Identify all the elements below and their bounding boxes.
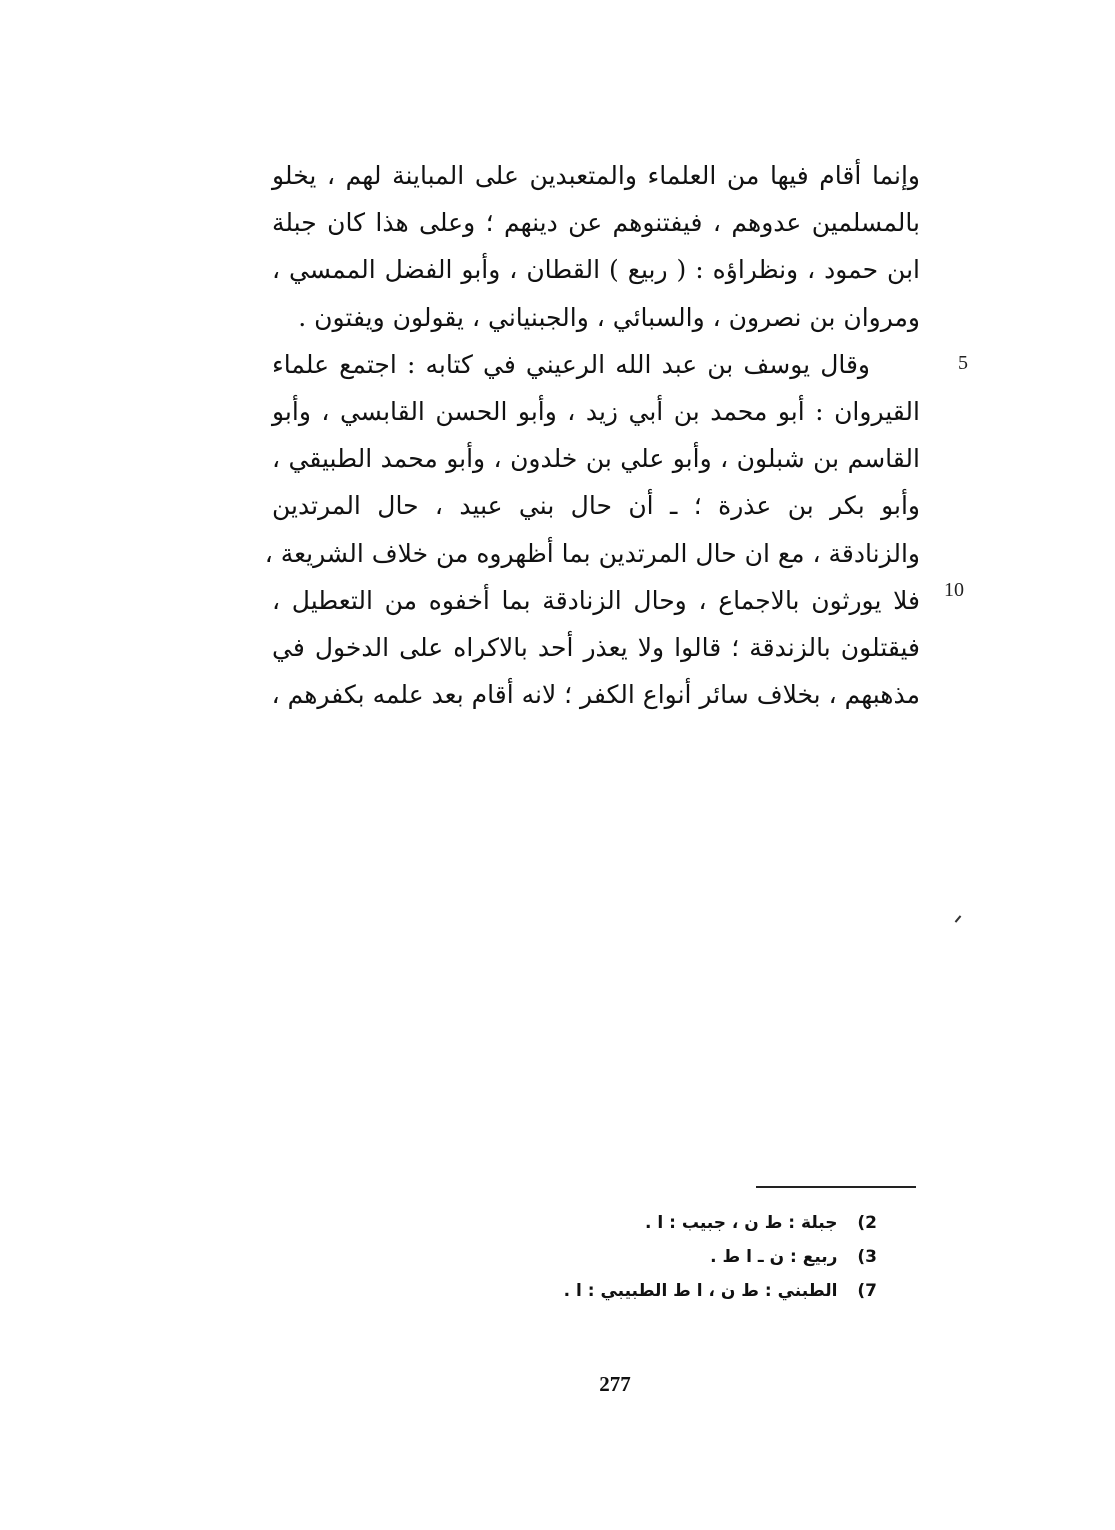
footnote-number: 2) bbox=[857, 1213, 877, 1233]
page-number: 277 bbox=[599, 1372, 631, 1396]
main-text-block bbox=[264, 152, 920, 718]
footnote-item bbox=[564, 1240, 877, 1274]
text-line-9: والزنادقة ، مع ان حال المرتدين بما أظهروه من خلاف الشريعة ، bbox=[264, 538, 920, 568]
footnote-text: الطبني : ط ن ، ا ط الطبيبي : ا . bbox=[563, 1281, 838, 1301]
text-line-11: فيقتلون بالزندقة ؛ قالوا ولا يعذر أحد بالاكراه على الدخول في bbox=[272, 632, 920, 662]
text-line-4: ومروان بن نصرون ، والسبائي ، والجبنياني ، يقولون ويفتون . bbox=[298, 302, 920, 332]
footnote-number: 7) bbox=[857, 1281, 877, 1301]
text-line-12: مذهبهم ، بخلاف سائر أنواع الكفر ؛ لانه أقام بعد علمه بكفرهم ، bbox=[271, 680, 920, 710]
text-line-1: وإنما أقام فيها من العلماء والمتعبدين على المباينة لهم ، يخلو bbox=[272, 161, 920, 190]
stray-ink-mark bbox=[955, 915, 962, 922]
footnote-text: ربيع : ن ـ ا ط . bbox=[710, 1247, 838, 1267]
footnote-text: جبلة : ط ن ، جبيب : ا . bbox=[645, 1213, 838, 1233]
text-line-6: القيروان : أبو محمد بن أبي زيد ، وأبو الحسن القابسي ، وأبو bbox=[272, 396, 920, 426]
footnote-number: 3) bbox=[857, 1247, 877, 1267]
line-number-5: 5 bbox=[958, 352, 968, 374]
text-line-10: فلا يورثون بالاجماع ، وحال الزنادقة بما أخفوه من التعطيل ، bbox=[272, 585, 920, 615]
footnote-separator bbox=[756, 1186, 916, 1188]
text-line-5: وقال يوسف بن عبد الله الرعيني في كتابه : اجتمع علماء bbox=[272, 349, 870, 379]
line-number-10: 10 bbox=[944, 579, 964, 601]
text-line-3: ابن حمود ، ونظراؤه : ( ربيع ) القطان ، وأبو الفضل الممسي ، bbox=[272, 255, 920, 285]
text-line-8: وأبو بكر بن عذرة ؛ ـ أن حال بني عبيد ، حال المرتدين bbox=[272, 491, 920, 521]
text-line-2: بالمسلمين عدوهم ، فيفتنوهم عن دينهم ؛ وعلى هذا كان جبلة bbox=[272, 208, 920, 238]
footnote-item bbox=[564, 1274, 877, 1308]
footnote-item bbox=[564, 1206, 877, 1240]
footnotes bbox=[564, 1206, 877, 1308]
text-line-7: القاسم بن شبلون ، وأبو علي بن خلدون ، وأبو محمد الطبيقي ، bbox=[272, 444, 920, 474]
